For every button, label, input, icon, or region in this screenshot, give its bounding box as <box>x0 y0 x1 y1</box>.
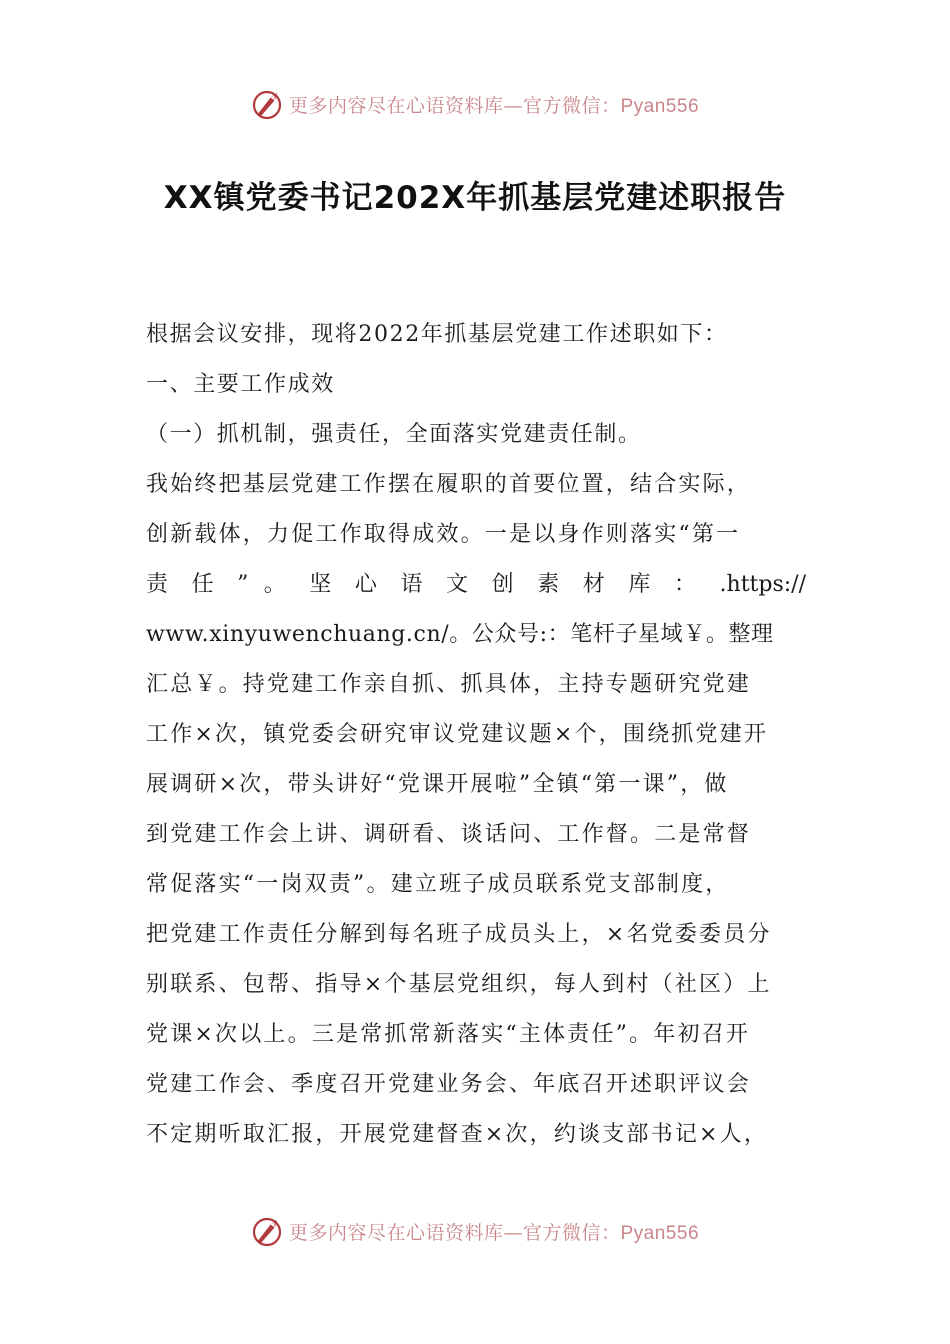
pen-nib-logo-icon <box>251 87 285 121</box>
paragraph-line: 创新载体，力促工作取得成效。一是以身作则落实“第一 <box>146 522 741 547</box>
paragraph-line: 工作×次，镇党委会研究审议党建议题×个，围绕抓党建开 <box>146 722 769 747</box>
footer-banner <box>0 1211 950 1251</box>
paragraph-line-url: www.xinyuwenchuang.cn/。公众号:：笔杆子星域￥。整理 <box>146 622 774 647</box>
banner-text-cn: 更多内容尽在心语资料库—官方微信： <box>288 94 621 117</box>
paragraph-line: 我始终把基层党建工作摆在履职的首要位置，结合实际， <box>146 472 752 497</box>
header-banner <box>0 84 950 124</box>
paragraph-line-intro: 根据会议安排，现将2022年抓基层党建工作述职如下： <box>146 322 728 347</box>
paragraph-line: 展调研×次，带头讲好“党课开展啦”全镇“第一课”，做 <box>146 772 729 797</box>
paragraph-line: 汇总￥。持党建工作亲自抓、抓具体，主持专题研究党建 <box>146 672 752 697</box>
paragraph-line: 别联系、包帮、指导×个基层党组织，每人到村（社区）上 <box>146 972 772 997</box>
banner-text <box>289 91 699 118</box>
banner-text-cn: 更多内容尽在心语资料库—官方微信： <box>288 1221 621 1244</box>
paragraph-line: 不定期听取汇报，开展党建督查×次，约谈支部书记×人， <box>146 1122 769 1147</box>
paragraph-line: 党课×次以上。三是常抓常新落实“主体责任”。年初召开 <box>146 1022 751 1047</box>
document-title: XX镇党委书记202X年抓基层党建述职报告 <box>163 180 787 216</box>
section-heading: 一、主要工作成效 <box>146 372 335 397</box>
banner-text <box>289 1218 699 1245</box>
document-body <box>146 310 806 1160</box>
banner-wechat-id: Pyan556 <box>620 95 700 117</box>
banner-wechat-id: Pyan556 <box>620 1222 700 1244</box>
paragraph-line: 党建工作会、季度召开党建业务会、年底召开述职评议会 <box>146 1072 752 1097</box>
subsection-heading: （一）抓机制，强责任，全面落实党建责任制。 <box>146 422 642 447</box>
paragraph-line: 常促落实“一岗双责”。建立班子成员联系党支部制度， <box>146 872 730 897</box>
paragraph-line-spaced: 责 任 ” 。 坚 心 语 文 创 素 材 库 ： .https:// <box>146 572 806 597</box>
paragraph-line: 把党建工作责任分解到每名班子成员头上，×名党委委员分 <box>146 922 772 947</box>
pen-nib-logo-icon <box>251 1214 285 1248</box>
paragraph-line: 到党建工作会上讲、调研看、谈话问、工作督。二是常督 <box>146 822 752 847</box>
